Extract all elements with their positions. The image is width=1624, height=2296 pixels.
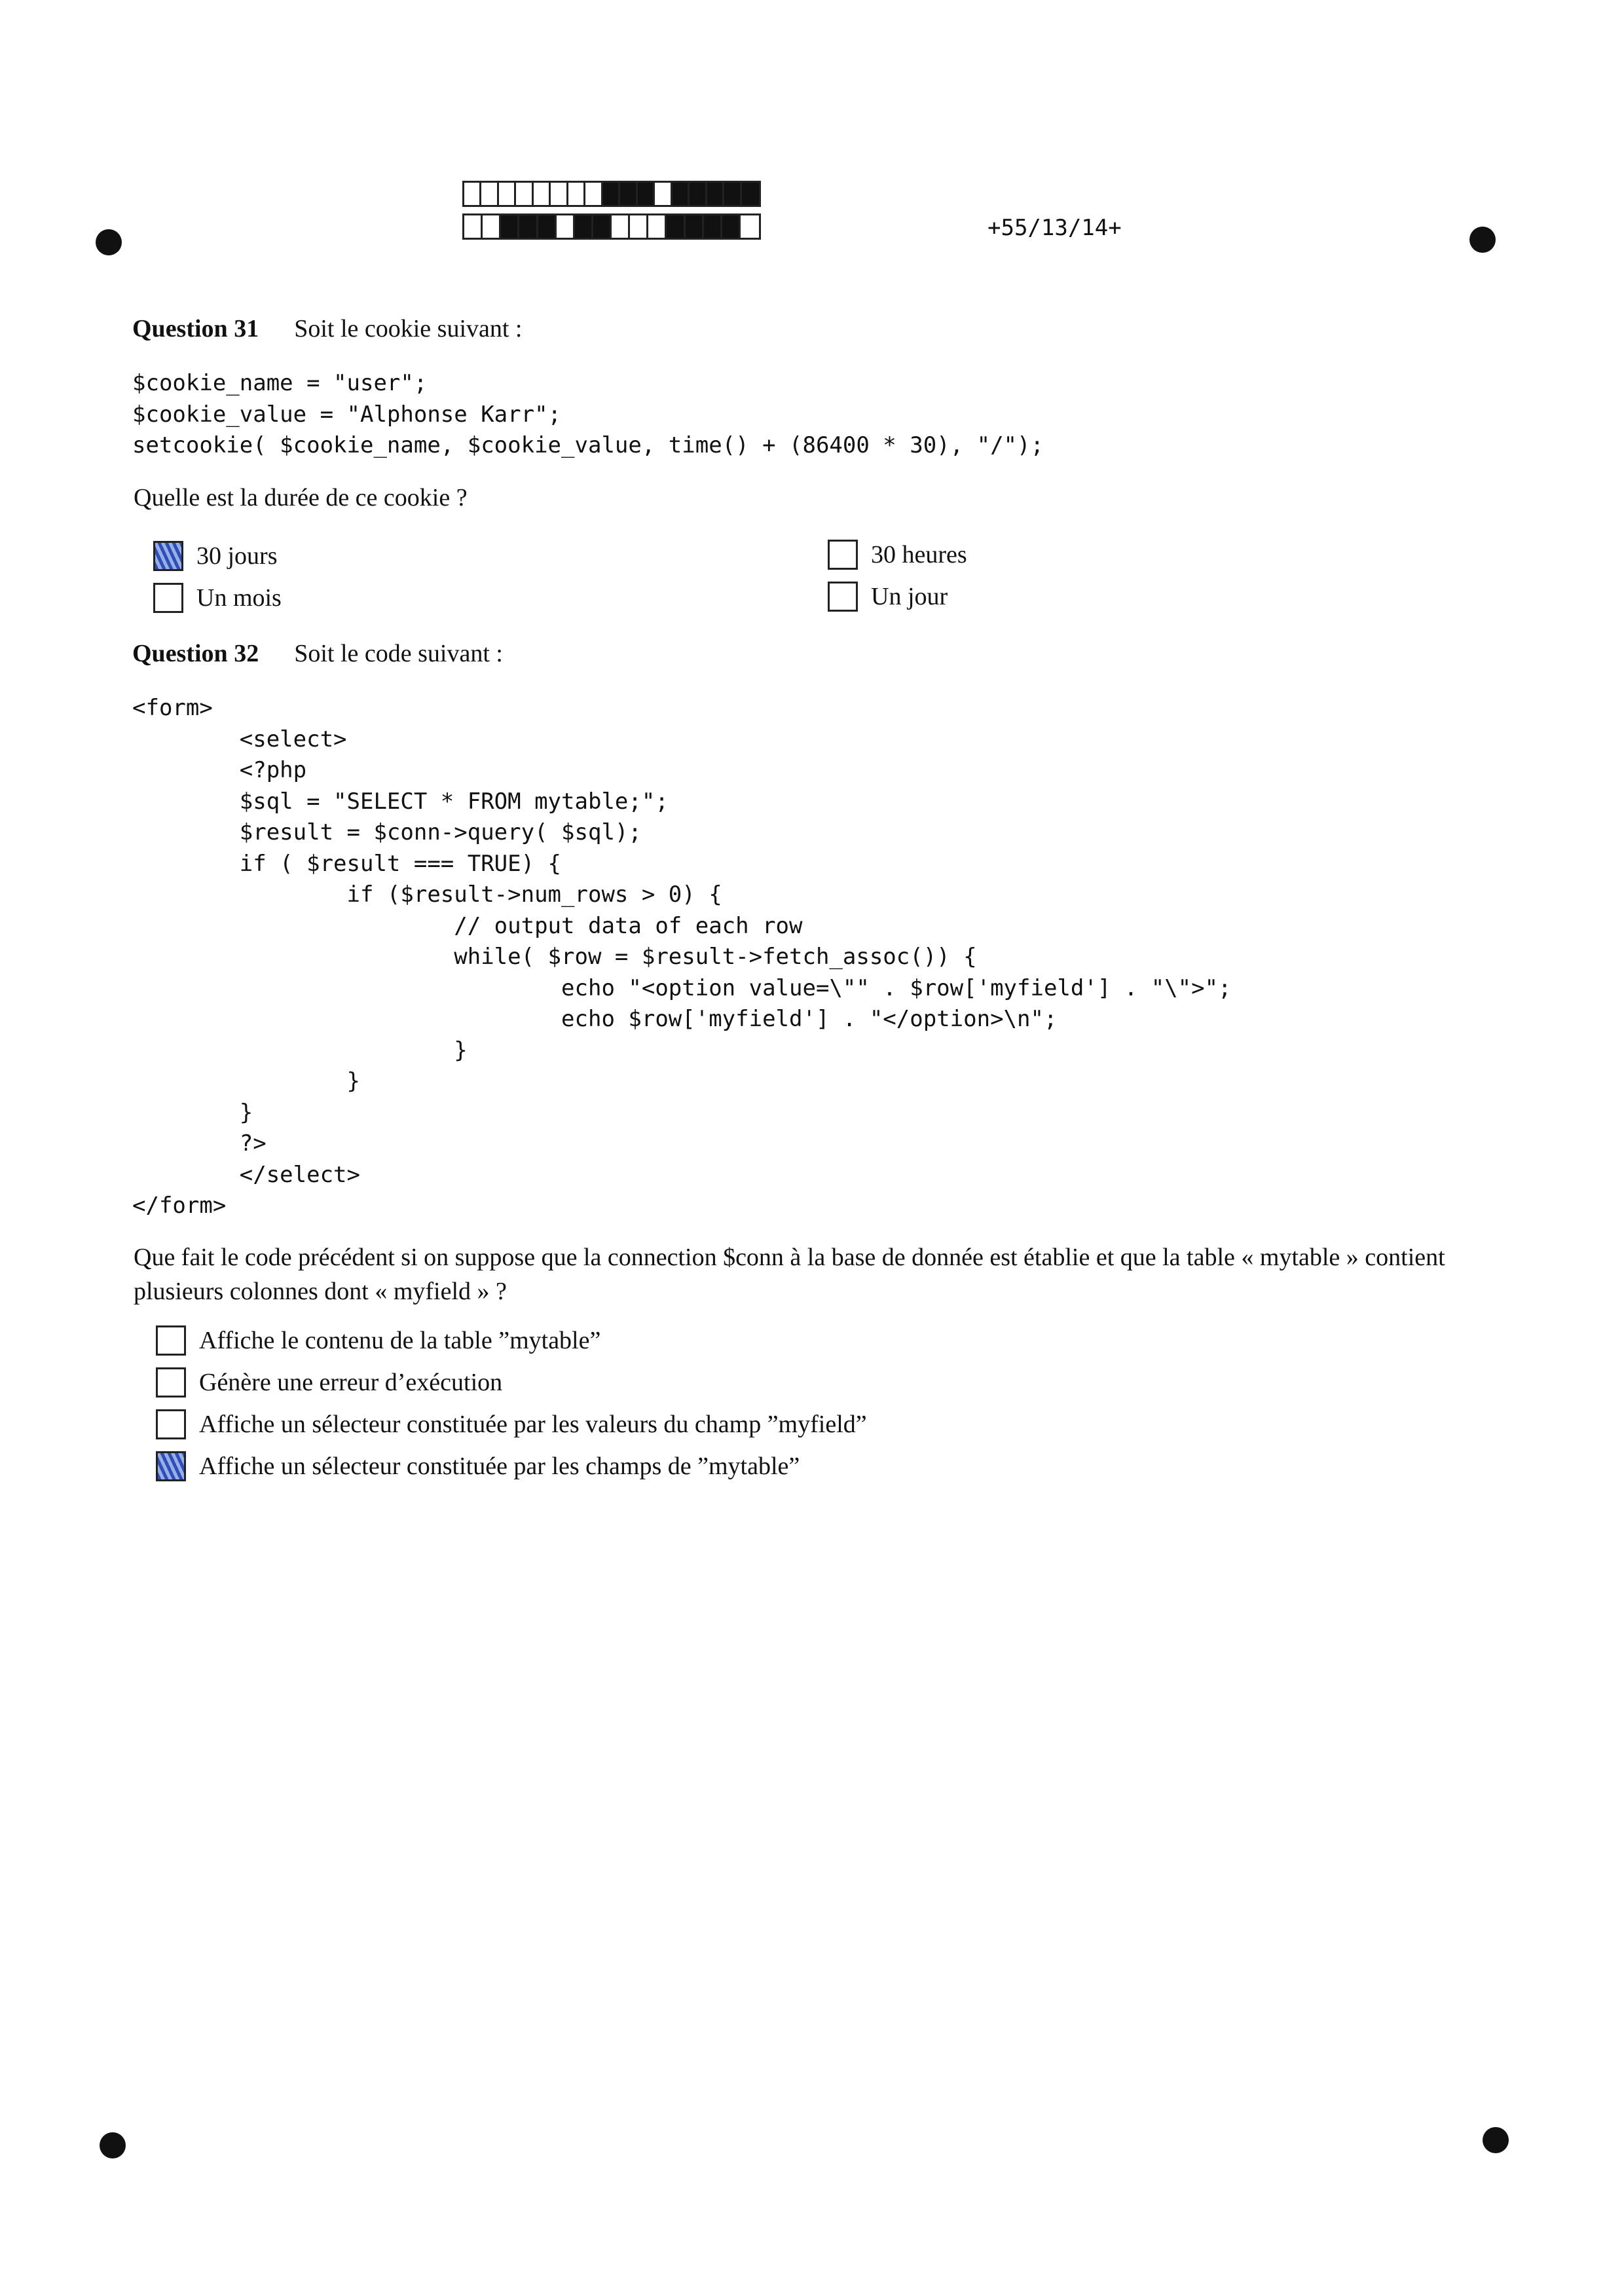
barcode-cell [690, 183, 707, 205]
barcode-cell [648, 215, 667, 238]
barcode-cell [667, 215, 685, 238]
q32-option-selecteur-champs-label: Affiche un sélecteur constituée par les champs de ”mytable” [199, 1453, 800, 1480]
barcode-cell [551, 183, 568, 205]
barcode-cell [557, 215, 575, 238]
barcode-cell [722, 215, 741, 238]
q32-option-selecteur-valeurs-checkbox[interactable] [156, 1409, 186, 1439]
barcode-cell [742, 183, 759, 205]
barcode-cell [481, 183, 498, 205]
q32-option-affiche-contenu-label: Affiche le contenu de la table ”mytable” [199, 1327, 601, 1354]
q31-option-30-heures-checkbox[interactable] [828, 540, 858, 570]
barcode-cell [483, 215, 501, 238]
barcode-cell [655, 183, 672, 205]
question-32-label: Question 32 [132, 640, 259, 667]
q31-option-un-jour-label: Un jour [871, 583, 948, 610]
q32-option-erreur-checkbox[interactable] [156, 1367, 186, 1398]
barcode-cell [673, 183, 690, 205]
question-31-prompt: Quelle est la durée de ce cookie ? [134, 484, 468, 511]
question-31-label: Question 31 [132, 315, 259, 343]
q31-option-un-jour[interactable] [828, 582, 948, 612]
barcode-cell [568, 183, 585, 205]
barcode-cell [707, 183, 724, 205]
barcode-cell [612, 215, 630, 238]
barcode-cell [686, 215, 704, 238]
q31-option-un-jour-checkbox[interactable] [828, 582, 858, 612]
q31-option-un-mois-checkbox[interactable] [153, 583, 183, 613]
registration-mark-top-right [1469, 227, 1496, 253]
q31-option-30-jours-label: 30 jours [196, 542, 278, 570]
barcode-cell [464, 183, 481, 205]
registration-mark-bottom-right [1483, 2127, 1509, 2153]
question-32-header [132, 639, 503, 668]
barcode-cell [741, 215, 759, 238]
barcode-cell [638, 183, 655, 205]
q32-option-selecteur-valeurs-label: Affiche un sélecteur constituée par les valeurs du champ ”myfield” [199, 1411, 867, 1438]
q32-option-erreur[interactable] [156, 1367, 502, 1398]
question-31-header [132, 314, 523, 343]
barcode-cell [575, 215, 593, 238]
barcode-row-1 [462, 181, 761, 207]
sheet-id: +55/13/14+ [987, 215, 1122, 241]
registration-mark-bottom-left [100, 2132, 126, 2158]
barcode-cell [519, 215, 538, 238]
q32-option-selecteur-champs-checkbox[interactable] [156, 1451, 186, 1481]
barcode-cell [516, 183, 533, 205]
q31-option-30-heures-label: 30 heures [871, 541, 967, 568]
barcode-cell [704, 215, 722, 238]
q32-option-selecteur-valeurs[interactable] [156, 1409, 867, 1439]
registration-mark-top-left [96, 229, 122, 255]
barcode-cell [620, 183, 637, 205]
q32-option-erreur-label: Génère une erreur d’exécution [199, 1369, 503, 1396]
question-32-code: <form> <select> <?php $sql = "SELECT * FROM mytable;"; $result = $conn->query( $sql); if ( $result === TRUE) { if ($result->num_rows > 0) { // output data of each row while( $row = $result->fetch_assoc()) { echo "<option value=\"" . $row['myfield'] . "\">"; echo $row['myfield'] . "</option>\n"; } } } ?> </select> </form> [132, 695, 1232, 1219]
q31-option-30-jours[interactable] [153, 541, 278, 571]
barcode-cell [724, 183, 741, 205]
barcode-cell [499, 183, 516, 205]
q32-option-affiche-contenu[interactable] [156, 1325, 600, 1356]
barcode-cell [538, 215, 557, 238]
q31-option-30-jours-checkbox[interactable] [153, 541, 183, 571]
q31-option-un-mois[interactable] [153, 583, 282, 613]
barcode-cell [603, 183, 620, 205]
q32-option-affiche-contenu-checkbox[interactable] [156, 1325, 186, 1356]
question-32-prompt: Que fait le code précédent si on suppose que la connection $conn à la base de donnée est établie et que la table « mytable » contient plusieurs colonnes dont « myfield » ? [134, 1244, 1445, 1305]
barcode-row-2 [462, 213, 761, 240]
q32-option-selecteur-champs[interactable] [156, 1451, 800, 1481]
question-31-intro: Soit le cookie suivant : [294, 315, 523, 343]
barcode-cell [534, 183, 551, 205]
q31-option-30-heures[interactable] [828, 540, 967, 570]
barcode-cell [464, 215, 483, 238]
barcode-cell [501, 215, 519, 238]
question-31-code: $cookie_name = "user"; $cookie_value = "Alphonse Karr"; setcookie( $cookie_name, $cookie_value, time() + (86400 * 30), "/"); [132, 370, 1044, 458]
barcode-cell [630, 215, 648, 238]
barcode-cell [585, 183, 602, 205]
barcode-cell [593, 215, 612, 238]
q31-option-un-mois-label: Un mois [196, 584, 282, 612]
question-32-intro: Soit le code suivant : [294, 640, 503, 667]
